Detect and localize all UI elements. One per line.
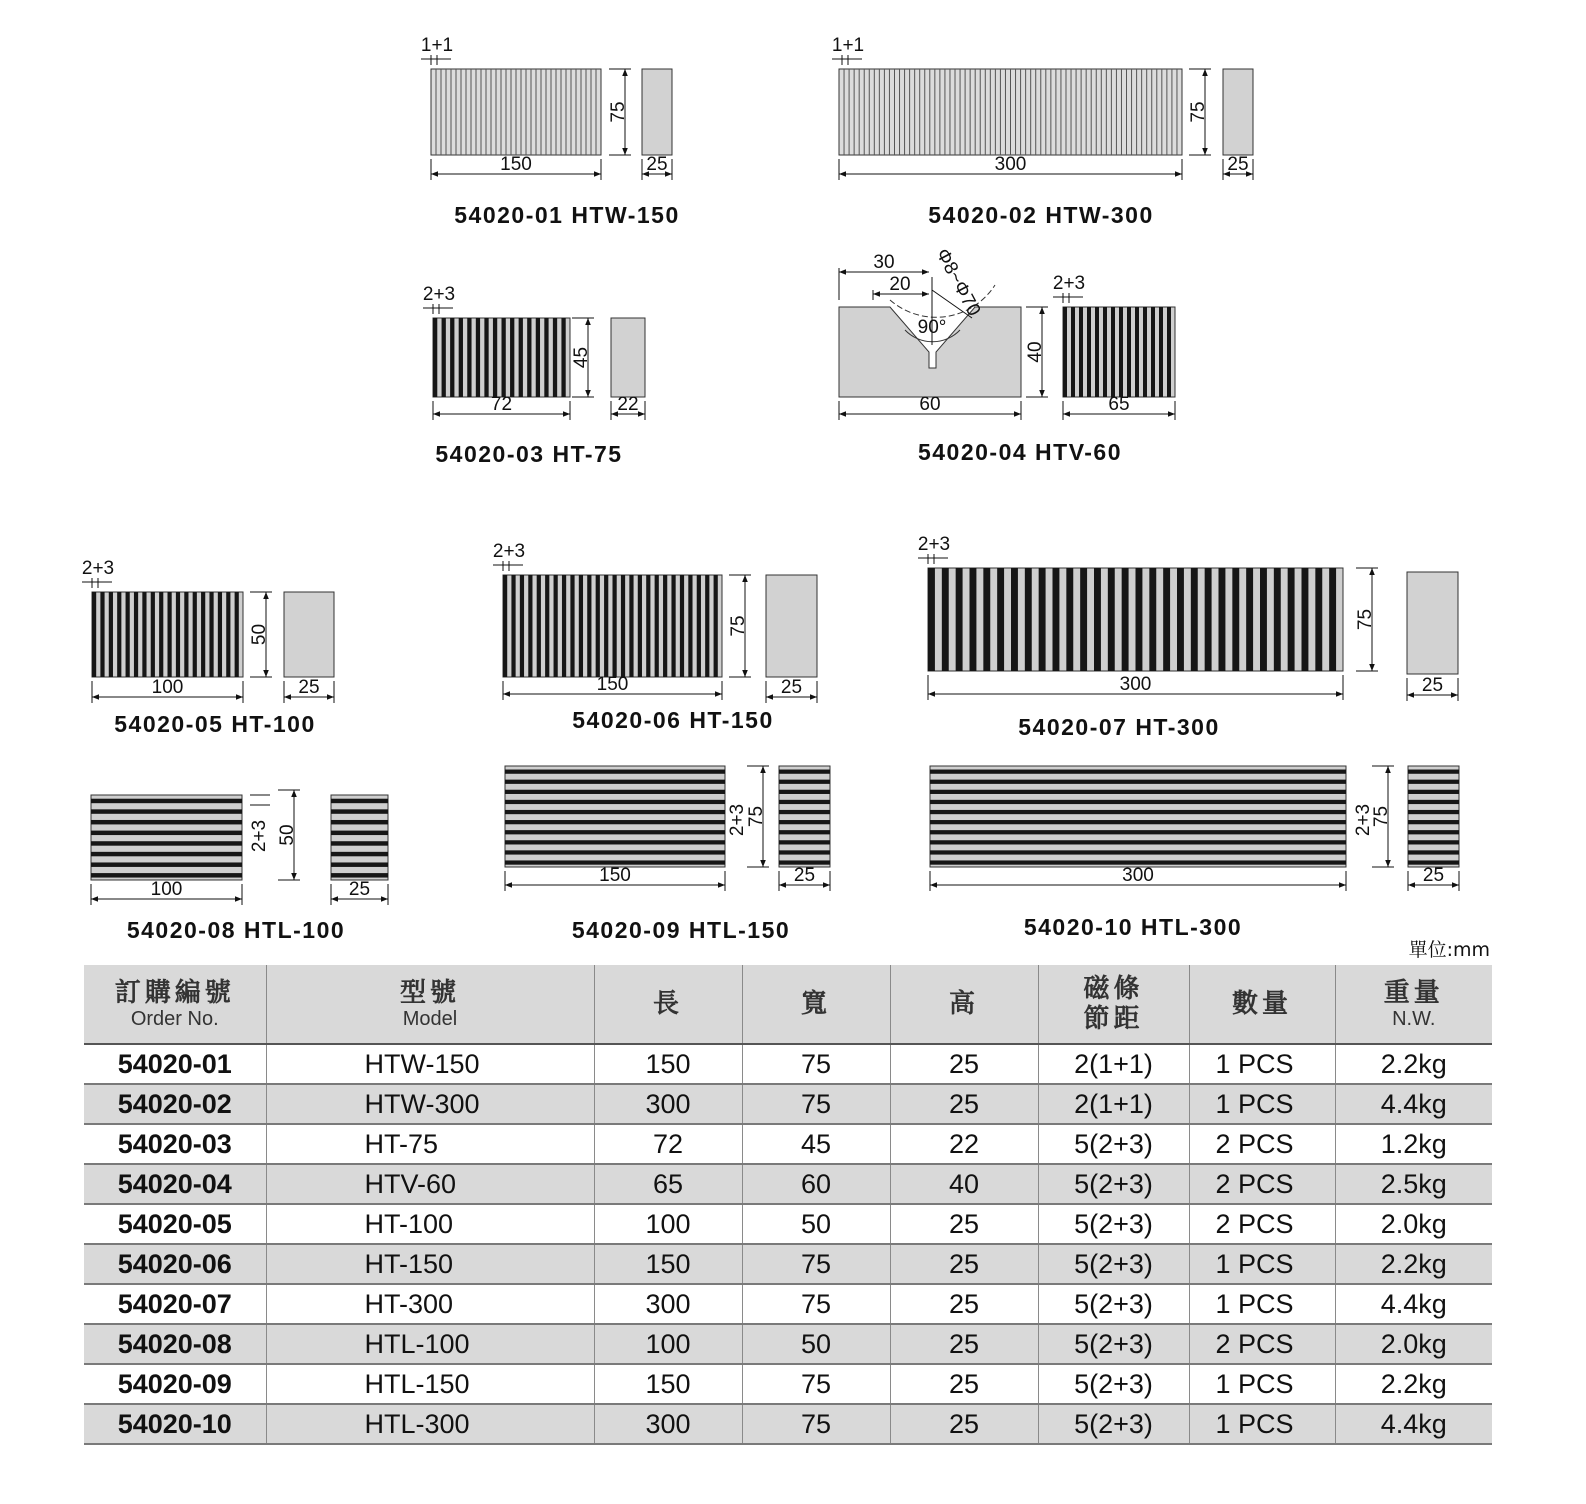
cell-order-no: 54020-05 — [84, 1204, 266, 1244]
drawing-07-pitch: 2+3 — [917, 534, 951, 555]
cell-order-no: 54020-09 — [84, 1364, 266, 1404]
cell-width: 75 — [742, 1084, 890, 1124]
cell-height: 25 — [890, 1284, 1038, 1324]
drawing-10-pitch: 2+3 — [1353, 803, 1374, 837]
drawing-08-side — [331, 795, 388, 880]
cell-length: 150 — [594, 1044, 742, 1084]
cell-length: 300 — [594, 1404, 742, 1444]
cell-quantity: 2 PCS — [1189, 1164, 1335, 1204]
drawing-09-width-label: 150 — [599, 865, 631, 886]
cell-weight: 1.2kg — [1335, 1124, 1492, 1164]
header-weight-zh: 重量 — [1383, 978, 1444, 1008]
cell-height: 25 — [890, 1204, 1038, 1244]
cell-model: HTW-300 — [266, 1084, 594, 1124]
table-row — [84, 1284, 1492, 1324]
cell-quantity: 1 PCS — [1189, 1084, 1335, 1124]
cell-width: 75 — [742, 1404, 890, 1444]
cell-width: 50 — [742, 1204, 890, 1244]
header-quantity-zh: 數量 — [1231, 989, 1292, 1019]
cell-length: 100 — [594, 1324, 742, 1364]
drawing-02-caption: 54020-02 HTW-300 — [928, 202, 1154, 228]
drawing-06-height-label: 75 — [728, 615, 749, 637]
drawing-01-pitch: 1+1 — [420, 35, 454, 56]
cell-width: 75 — [742, 1364, 890, 1404]
cell-model: HTL-150 — [266, 1364, 594, 1404]
table-row — [84, 1124, 1492, 1164]
cell-pitch: 5(2+3) — [1038, 1284, 1189, 1324]
header-width-zh: 寬 — [800, 989, 831, 1019]
header-model-zh: 型號 — [399, 978, 460, 1008]
cell-quantity: 2 PCS — [1189, 1324, 1335, 1364]
drawing-01-caption: 54020-01 HTW-150 — [454, 202, 680, 228]
drawing-05-pitch: 2+3 — [81, 558, 115, 579]
drawing-01-thick-label: 25 — [646, 154, 668, 175]
cell-height: 25 — [890, 1364, 1038, 1404]
table-header-row — [84, 965, 1492, 1044]
cell-width: 45 — [742, 1124, 890, 1164]
drawing-04-height-label: 40 — [1025, 341, 1046, 363]
drawing-04-front — [1063, 307, 1175, 397]
drawing-06-pitch: 2+3 — [492, 541, 526, 562]
drawing-02-height-label: 75 — [1188, 101, 1209, 123]
cell-order-no: 54020-07 — [84, 1284, 266, 1324]
table-row — [84, 1404, 1492, 1444]
cell-pitch: 5(2+3) — [1038, 1364, 1189, 1404]
cell-quantity: 1 PCS — [1189, 1364, 1335, 1404]
drawing-03-caption: 54020-03 HT-75 — [435, 441, 623, 467]
drawing-07-width-label: 300 — [1119, 674, 1152, 695]
drawing-08-caption: 54020-08 HTL-100 — [126, 917, 346, 943]
table-body — [84, 1044, 1492, 1444]
drawing-10-width-label: 300 — [1122, 865, 1154, 886]
drawing-05-height-label: 50 — [249, 623, 270, 646]
drawing-02-pitch: 1+1 — [831, 35, 865, 56]
header-order-no — [84, 965, 266, 1044]
table-row — [84, 1244, 1492, 1284]
cell-pitch: 5(2+3) — [1038, 1324, 1189, 1364]
cell-quantity: 1 PCS — [1189, 1404, 1335, 1444]
drawing-03-width-label: 72 — [490, 394, 513, 415]
cell-order-no: 54020-10 — [84, 1404, 266, 1444]
cell-width: 75 — [742, 1284, 890, 1324]
drawing-07-caption: 54020-07 HT-300 — [1018, 714, 1220, 740]
drawing-02-front — [839, 69, 1182, 155]
drawing-08-pitch: 2+3 — [249, 819, 270, 853]
cell-height: 40 — [890, 1164, 1038, 1204]
cell-weight: 2.0kg — [1335, 1324, 1492, 1364]
unit-label: 單位:mm — [1408, 939, 1490, 961]
drawing-05-side — [284, 592, 334, 677]
drawing-10-caption: 54020-10 HTL-300 — [1023, 914, 1243, 940]
cell-quantity: 1 PCS — [1189, 1244, 1335, 1284]
cell-length: 300 — [594, 1284, 742, 1324]
cell-model: HT-100 — [266, 1204, 594, 1244]
drawing-01-width-label: 150 — [500, 154, 532, 175]
drawing-05-width-label: 100 — [151, 677, 184, 698]
cell-weight: 4.4kg — [1335, 1284, 1492, 1324]
drawing-02-side — [1223, 69, 1253, 155]
cell-pitch: 5(2+3) — [1038, 1164, 1189, 1204]
cell-pitch: 5(2+3) — [1038, 1244, 1189, 1284]
cell-model: HTV-60 — [266, 1164, 594, 1204]
header-width — [742, 965, 890, 1044]
drawing-07-side — [1407, 572, 1458, 674]
drawing-03-side — [611, 318, 645, 397]
cell-length: 100 — [594, 1204, 742, 1244]
drawing-08-thick-label: 25 — [348, 879, 371, 900]
drawing-04-thick-label: 65 — [1108, 394, 1130, 415]
spec-table — [84, 965, 1492, 1445]
cell-width: 75 — [742, 1244, 890, 1284]
drawing-06-side — [766, 575, 817, 677]
cell-height: 25 — [890, 1324, 1038, 1364]
header-model-en: Model — [402, 1008, 458, 1030]
cell-model: HT-150 — [266, 1244, 594, 1284]
drawing-09-side — [779, 766, 830, 867]
drawing-04-caption: 54020-04 HTV-60 — [917, 439, 1123, 465]
cell-width: 60 — [742, 1164, 890, 1204]
drawing-09-height-label: 75 — [746, 805, 767, 828]
drawing-10-front — [930, 766, 1346, 867]
drawing-04-angle: 90° — [917, 317, 947, 338]
cell-height: 25 — [890, 1084, 1038, 1124]
cell-quantity: 2 PCS — [1189, 1124, 1335, 1164]
drawing-05-thick-label: 25 — [298, 677, 320, 698]
drawing-06-thick-label: 25 — [780, 677, 803, 698]
drawing-06-width-label: 150 — [596, 674, 629, 695]
cell-length: 150 — [594, 1244, 742, 1284]
drawing-08-width-label: 100 — [150, 879, 183, 900]
drawing-04-top: 30 — [873, 252, 895, 273]
header-quantity — [1189, 965, 1335, 1044]
cell-model: HT-75 — [266, 1124, 594, 1164]
table-row — [84, 1204, 1492, 1244]
drawing-03-height-label: 45 — [571, 346, 592, 369]
drawing-03-front — [433, 318, 570, 397]
drawing-09-caption: 54020-09 HTL-150 — [571, 917, 791, 943]
cell-length: 150 — [594, 1364, 742, 1404]
drawing-01-side — [642, 69, 672, 155]
cell-order-no: 54020-06 — [84, 1244, 266, 1284]
drawing-10-side — [1408, 766, 1459, 867]
cell-height: 22 — [890, 1124, 1038, 1164]
cell-length: 65 — [594, 1164, 742, 1204]
header-pitch-zh: 磁條 節距 — [1083, 974, 1144, 1034]
drawing-04-width-label: 60 — [919, 394, 941, 415]
drawing-02-width-label: 300 — [994, 154, 1027, 175]
cell-weight: 2.2kg — [1335, 1044, 1492, 1084]
header-pitch — [1038, 965, 1189, 1044]
header-length — [594, 965, 742, 1044]
cell-model: HT-300 — [266, 1284, 594, 1324]
header-weight — [1335, 965, 1492, 1044]
header-height — [890, 965, 1038, 1044]
header-length-zh: 長 — [652, 989, 683, 1019]
cell-pitch: 5(2+3) — [1038, 1204, 1189, 1244]
drawing-10-thick-label: 25 — [1422, 865, 1445, 886]
table-row — [84, 1364, 1492, 1404]
table-row — [84, 1324, 1492, 1364]
cell-length: 300 — [594, 1084, 742, 1124]
cell-model: HTL-300 — [266, 1404, 594, 1444]
drawing-05-front — [92, 592, 243, 677]
table-row — [84, 1164, 1492, 1204]
cell-height: 25 — [890, 1404, 1038, 1444]
drawing-03-pitch: 2+3 — [422, 284, 456, 305]
drawing-07-front — [928, 568, 1343, 671]
cell-order-no: 54020-01 — [84, 1044, 266, 1084]
drawing-08-height-label: 50 — [277, 824, 298, 846]
drawing-06-caption: 54020-06 HT-150 — [572, 707, 774, 733]
drawing-04-pitch: 2+3 — [1052, 273, 1086, 294]
drawing-09-front — [505, 766, 725, 867]
header-order-no-en: Order No. — [130, 1008, 219, 1030]
drawing-07-thick-label: 25 — [1421, 675, 1444, 696]
table-row — [84, 1044, 1492, 1084]
header-height-zh: 高 — [948, 989, 979, 1019]
cell-width: 50 — [742, 1324, 890, 1364]
cell-weight: 4.4kg — [1335, 1084, 1492, 1124]
cell-quantity: 1 PCS — [1189, 1284, 1335, 1324]
cell-weight: 2.2kg — [1335, 1364, 1492, 1404]
drawing-01-front — [431, 69, 601, 155]
cell-weight: 2.0kg — [1335, 1204, 1492, 1244]
drawing-07-height-label: 75 — [1355, 608, 1376, 631]
header-weight-en: N.W. — [1392, 1008, 1436, 1030]
cell-quantity: 2 PCS — [1189, 1204, 1335, 1244]
cell-width: 75 — [742, 1044, 890, 1084]
cell-weight: 4.4kg — [1335, 1404, 1492, 1444]
drawing-09-thick-label: 25 — [793, 865, 816, 886]
table-row — [84, 1084, 1492, 1124]
cell-order-no: 54020-08 — [84, 1324, 266, 1364]
drawing-04-inner: 20 — [889, 274, 911, 295]
cell-order-no: 54020-02 — [84, 1084, 266, 1124]
drawing-05-caption: 54020-05 HT-100 — [114, 711, 316, 737]
cell-height: 25 — [890, 1244, 1038, 1284]
cell-pitch: 5(2+3) — [1038, 1124, 1189, 1164]
cell-model: HTW-150 — [266, 1044, 594, 1084]
cell-order-no: 54020-04 — [84, 1164, 266, 1204]
header-order-no-zh: 訂購編號 — [114, 978, 235, 1008]
cell-pitch: 5(2+3) — [1038, 1404, 1189, 1444]
drawing-04-range: Φ8~Φ70 — [931, 245, 985, 320]
cell-weight: 2.5kg — [1335, 1164, 1492, 1204]
drawing-09-pitch: 2+3 — [727, 803, 748, 837]
cell-model: HTL-100 — [266, 1324, 594, 1364]
cell-height: 25 — [890, 1044, 1038, 1084]
cell-pitch: 2(1+1) — [1038, 1084, 1189, 1124]
drawing-06-front — [503, 575, 722, 677]
drawing-08-front — [91, 795, 242, 880]
drawing-02-thick-label: 25 — [1227, 154, 1249, 175]
cell-quantity: 1 PCS — [1189, 1044, 1335, 1084]
cell-weight: 2.2kg — [1335, 1244, 1492, 1284]
cell-order-no: 54020-03 — [84, 1124, 266, 1164]
drawing-01-height-label: 75 — [608, 101, 629, 123]
drawing-03-thick-label: 22 — [617, 394, 639, 415]
drawing-10-height-label: 75 — [1371, 805, 1392, 828]
header-model — [266, 965, 594, 1044]
cell-length: 72 — [594, 1124, 742, 1164]
cell-pitch: 2(1+1) — [1038, 1044, 1189, 1084]
